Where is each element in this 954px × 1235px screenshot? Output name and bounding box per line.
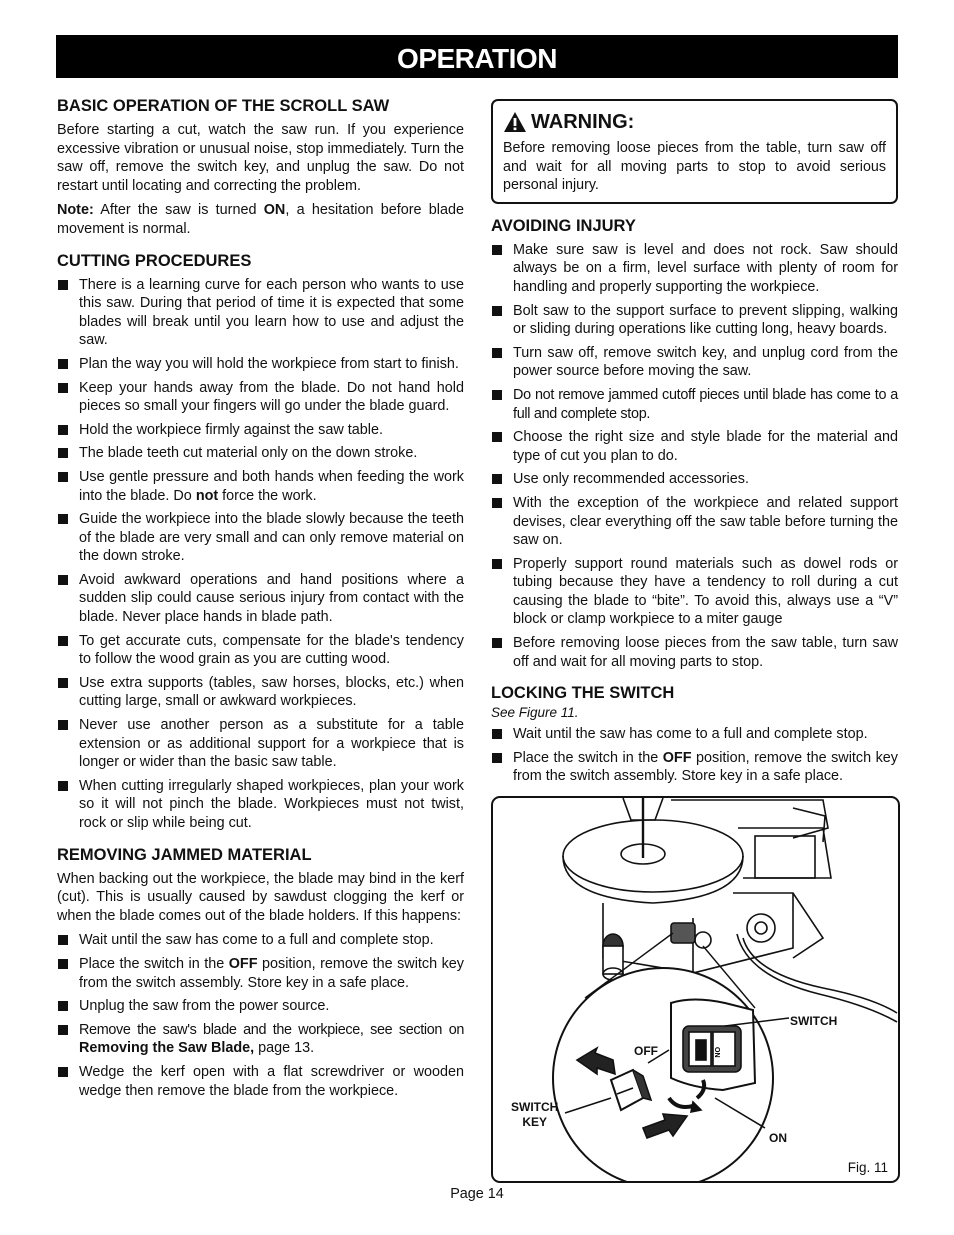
list-item: Bolt saw to the support surface to prevent slipping, walking or sliding during operations like cutting long, heavy boards.: [491, 302, 898, 339]
removing-jammed-list: [57, 931, 464, 1100]
list-item: Unplug the saw from the power source.: [57, 997, 464, 1016]
figure-caption: Fig. 11: [847, 1160, 888, 1175]
list-item: Avoid awkward operations and hand positions where a sudden slip could cause serious injury from contact with the blade. Never place hands in blade path.: [57, 571, 464, 627]
list-item-bold: Removing the Saw Blade,: [79, 1040, 255, 1057]
list-item: Before removing loose pieces from the saw table, turn saw off and wait for all moving parts to stop.: [491, 634, 898, 671]
list-item-bold: not: [195, 487, 219, 504]
list-item: Use extra supports (tables, saw horses, blocks, etc.) when cutting large, small or awkward workpieces.: [57, 674, 464, 711]
list-item: [491, 749, 898, 786]
list-item-text: Place the switch in the: [513, 749, 663, 766]
list-item: [57, 1021, 464, 1058]
warning-triangle-icon: [503, 111, 527, 133]
list-item: The blade teeth cut material only on the down stroke.: [57, 444, 464, 463]
list-item: When cutting irregularly shaped workpieces, plan your work so it will not pinch the blade. Workpieces must not twist, rock or slip while being cut.: [57, 777, 464, 833]
warning-title: WARNING:: [531, 111, 635, 133]
list-item-bold: OFF: [662, 749, 692, 766]
warning-text: Before removing loose pieces from the table, turn saw off and wait for all moving parts to stop to avoid serious personal injury.: [503, 140, 886, 194]
list-item: Guide the workpiece into the blade slowly because the teeth of the blade are very small and can only remove material on the down stroke.: [57, 510, 464, 566]
list-item: Keep your hands away from the blade. Do not hand hold pieces so small your fingers will go under the blade guard.: [57, 379, 464, 416]
page-title: OPERATION: [56, 35, 898, 78]
label-on: ON: [769, 1131, 787, 1145]
list-item: Hold the workpiece firmly against the saw table.: [57, 421, 464, 440]
removing-jammed-paragraph: When backing out the workpiece, the blade may bind in the kerf (cut). This is usually caused by sawdust clogging the kerf or when the blade comes out of the blade holders. If this happens:: [57, 870, 464, 924]
see-figure-ref: See Figure 11.: [491, 705, 579, 721]
note-text-pre: After the saw is turned: [93, 202, 264, 219]
label-switch-key: [511, 1100, 558, 1130]
list-item-text: position, remove the switch key from the switch assembly. Store key in a safe place.: [513, 749, 898, 785]
cutting-procedures-list: [57, 276, 464, 833]
list-item: [57, 468, 464, 505]
basic-operation-paragraph: Before starting a cut, watch the saw run. If you experience excessive vibration or unusual noise, stop immediately. Turn the saw off, remove the switch key, and unplug the saw. Do not restart until locating and correcting the problem.: [57, 122, 464, 194]
warning-box: [491, 99, 898, 204]
list-item-text: page 13.: [254, 1040, 315, 1057]
basic-operation-heading: BASIC OPERATION OF THE SCROLL SAW: [57, 97, 390, 115]
note-bold-on: ON: [263, 202, 286, 219]
page-number: Page 14: [450, 1186, 504, 1202]
list-item: Turn saw off, remove switch key, and unplug cord from the power source before moving the saw.: [491, 344, 898, 381]
list-item: Choose the right size and style blade for the material and type of cut you plan to do.: [491, 428, 898, 465]
list-item-text: Place the switch in the: [79, 955, 229, 972]
list-item-text: position, remove the switch key from the switch assembly. Store key in a safe place.: [79, 955, 464, 991]
left-column: [57, 96, 464, 1106]
locking-switch-heading: LOCKING THE SWITCH: [491, 684, 675, 703]
list-item: [57, 955, 464, 992]
label-switch: SWITCH: [790, 1014, 838, 1028]
cutting-procedures-heading: CUTTING PROCEDURES: [57, 251, 252, 270]
figure-11: [491, 796, 900, 1183]
list-item: To get accurate cuts, compensate for the blade's tendency to follow the wood grain as you are cutting wood.: [57, 632, 464, 669]
warning-title-row: [503, 109, 886, 135]
list-item: Use only recommended accessories.: [491, 470, 898, 489]
note-label: Note:: [57, 202, 94, 219]
list-item: Never use another person as a substitute for a table extension or as additional support for a workpiece that is longer or wider than the basic saw table.: [57, 716, 464, 772]
avoiding-injury-list: [491, 241, 898, 671]
list-item: There is a learning curve for each person who wants to use this saw. During that period of time it is expected that some blades will break until you learn how to use and adjust the saw.: [57, 276, 464, 350]
list-item: Make sure saw is level and does not rock. Saw should always be on a firm, level surface with plenty of room for handling and properly supporting the workpiece.: [491, 241, 898, 297]
label-switch-key-line2: KEY: [522, 1115, 547, 1129]
list-item: Wedge the kerf open with a flat screwdriver or wooden wedge then remove the blade from the workpiece.: [57, 1063, 464, 1100]
list-item-bold: OFF: [228, 955, 258, 972]
label-off: OFF: [634, 1044, 658, 1058]
list-item: Do not remove jammed cutoff pieces until blade has come to a full and complete stop.: [491, 386, 898, 423]
switch-on-text: ON: [713, 1047, 720, 1058]
note-text-post: , a hesitation before blade movement is normal.: [57, 202, 464, 237]
avoiding-injury-heading: AVOIDING INJURY: [491, 216, 636, 235]
list-item: With the exception of the workpiece and related support devises, clear everything off the saw table before turning the saw on.: [491, 494, 898, 550]
list-item-text: Use gentle pressure and both hands when feeding the work into the blade. Do: [79, 468, 464, 504]
removing-jammed-heading: REMOVING JAMMED MATERIAL: [57, 845, 312, 864]
label-switch-key-line1: SWITCH: [511, 1100, 559, 1114]
list-item: Plan the way you will hold the workpiece from start to finish.: [57, 355, 464, 374]
list-item-text: force the work.: [218, 487, 317, 504]
right-column: [491, 96, 898, 792]
list-item: Wait until the saw has come to a full and complete stop.: [57, 931, 464, 950]
list-item-text: Remove the saw's blade and the workpiece, see section on: [79, 1021, 464, 1038]
list-item: Wait until the saw has come to a full and complete stop.: [491, 725, 898, 744]
list-item: Properly support round materials such as dowel rods or tubing because they have a tendency to roll during a cut causing the blade to “bite”. To avoid this, always use a “V” block or clamp workpiece to a miter gauge: [491, 555, 898, 629]
locking-switch-list: [491, 725, 898, 786]
note-paragraph: [57, 201, 464, 238]
